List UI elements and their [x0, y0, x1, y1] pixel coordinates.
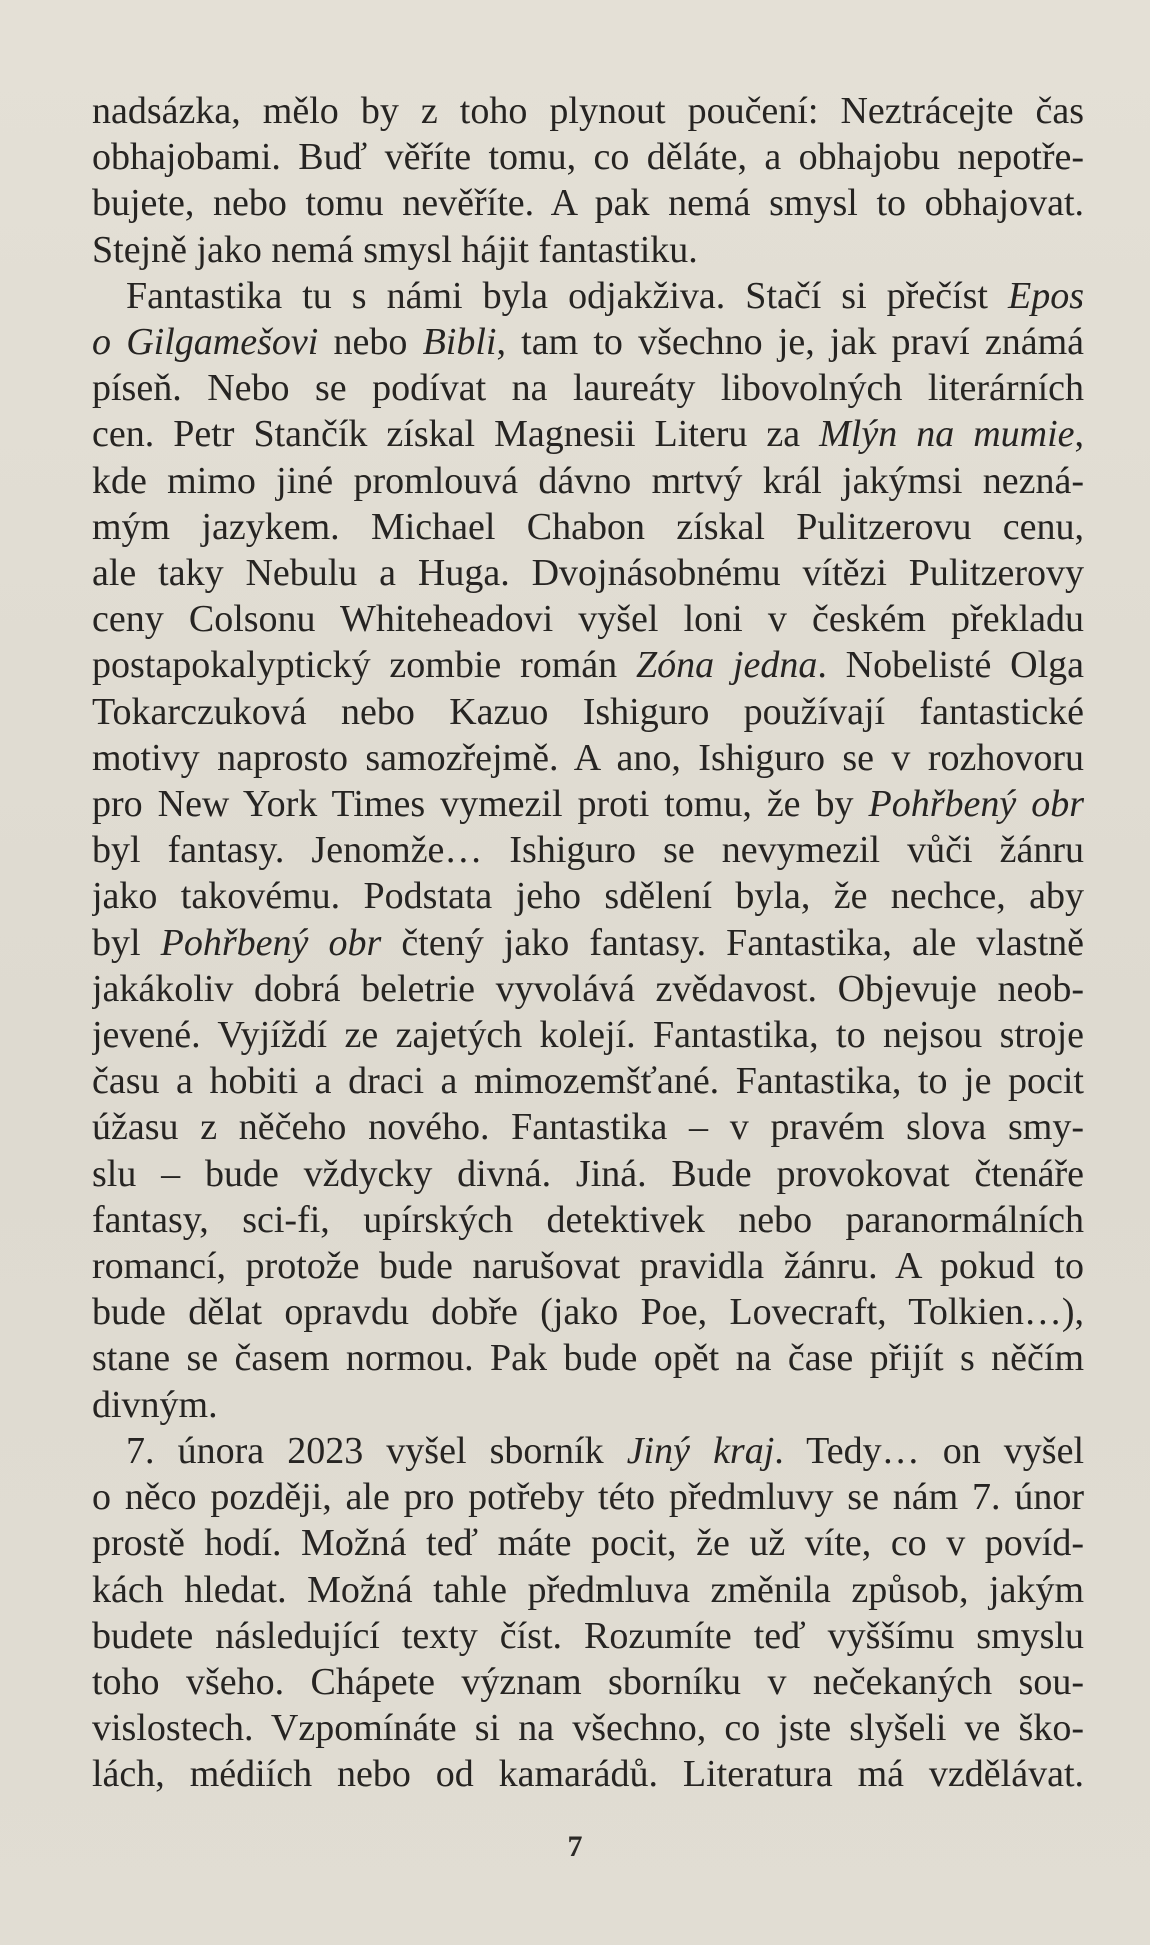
text-run: postapokalyptický zombie román — [92, 644, 618, 687]
text-line: o něco později, ale pro potřeby této předmluvy se nám 7. únor — [92, 1476, 1084, 1519]
text-run: Fantastika tu s námi byla odjakživa. Stačí si přečíst — [126, 274, 988, 317]
text-line — [92, 319, 1084, 365]
text-line: Tokarczuková nebo Kazuo Ishiguro používají fantastické — [92, 690, 1084, 733]
text-line: úžasu z něčeho nového. Fantastika – v pravém slova smy- — [92, 1106, 1084, 1149]
text-run: , tam to všechno je, jak praví známá — [496, 321, 1084, 364]
text-line: vislostech. Vzpomínáte si na všechno, co jste slyšeli ve ško- — [92, 1707, 1084, 1750]
text-line: toho všeho. Chápete význam sborníku v nečekaných sou- — [92, 1660, 1084, 1703]
text-line: bujete, nebo tomu nevěříte. A pak nemá smysl to obhajovat. — [92, 182, 1084, 225]
text-line: ale taky Nebulu a Huga. Dvojnásobnému vítězi Pulitzerovy — [92, 552, 1084, 595]
text-run: . Nobelisté Olga — [817, 644, 1084, 687]
text-line: motivy naprosto samozřejmě. A ano, Ishiguro se v rozhovoru — [92, 736, 1084, 779]
text-line: prostě hodí. Možná teď máte pocit, že už víte, co v povíd- — [92, 1522, 1084, 1565]
text-line: romancí, protože bude narušovat pravidla žánru. A pokud to — [92, 1245, 1084, 1288]
text-line: kách hledat. Možná tahle předmluva změnila způsob, jakým — [92, 1568, 1084, 1611]
text-line: jevené. Vyjíždí ze zajetých kolejí. Fantastika, to nejsou stroje — [92, 1014, 1084, 1057]
book-title: Mlýn na mumie — [819, 413, 1075, 456]
text-line: byl fantasy. Jenomže… Ishiguro se nevymezil vůči žánru — [92, 829, 1084, 872]
text-run: , — [1074, 413, 1084, 456]
book-title: Pohřbený obr — [868, 783, 1084, 826]
text-line: obhajobami. Buď věříte tomu, co děláte, a obhajobu nepotře- — [92, 136, 1084, 179]
book-title: Epos — [1008, 274, 1084, 317]
text-line: času a hobiti a draci a mimozemšťané. Fantastika, to je pocit — [92, 1060, 1084, 1103]
text-line: nadsázka, mělo by z toho plynout poučení: Neztrácejte čas — [92, 90, 1084, 132]
text-line — [92, 920, 1084, 966]
text-line: mým jazykem. Michael Chabon získal Pulitzerovu cenu, — [92, 505, 1084, 548]
book-title: Pohřbený obr — [160, 921, 382, 964]
text-line — [92, 781, 1084, 827]
page-number: 7 — [567, 1830, 583, 1863]
text-line: stane se časem normou. Pak bude opět na čase přijít s něčím — [92, 1337, 1084, 1380]
text-run: byl — [92, 921, 141, 964]
book-title: Jiný kraj — [626, 1429, 775, 1472]
text-line: kde mimo jiné promlouvá dávno mrtvý král jakýmsi nezná- — [92, 459, 1084, 502]
text-line: Stejně jako nemá smysl hájit fantastiku. — [92, 228, 698, 271]
book-title: Bibli — [422, 321, 497, 364]
text-line: fantasy, sci-fi, upírských detektivek nebo paranormálních — [92, 1198, 1084, 1241]
text-line: lách, médiích nebo od kamarádů. Literatura má vzdělávat. — [92, 1753, 1084, 1796]
book-title: Zóna jedna — [635, 644, 818, 687]
text-run: nebo — [333, 321, 408, 364]
text-line — [92, 1428, 1084, 1474]
text-line: budete následující texty číst. Rozumíte teď vyššímu smyslu — [92, 1614, 1084, 1657]
text-run: cen. Petr Stančík získal Magnesii Literu za — [92, 413, 801, 456]
text-line: píseň. Nebo se podívat na laureáty libovolných literárních — [92, 367, 1084, 410]
text-line: bude dělat opravdu dobře (jako Poe, Lovecraft, Tolkien…), — [92, 1291, 1084, 1334]
body-text — [92, 88, 1084, 1798]
text-run: 7. února 2023 vyšel sborník — [126, 1429, 604, 1472]
text-line: jakákoliv dobrá beletrie vyvolává zvědavost. Objevuje neob- — [92, 967, 1084, 1010]
text-line: slu – bude vždycky divná. Jiná. Bude provokovat čtenáře — [92, 1152, 1084, 1195]
text-line: jako takovému. Podstata jeho sdělení byla, že nechce, aby — [92, 875, 1084, 918]
text-run: čtený jako fantasy. Fantastika, ale vlastně — [401, 921, 1084, 964]
text-line — [92, 273, 1084, 319]
text-line: divným. — [92, 1383, 218, 1426]
book-title: o Gilgamešovi — [92, 321, 319, 364]
text-run: pro New York Times vymezil proti tomu, že by — [92, 783, 854, 826]
text-line — [92, 642, 1084, 688]
text-line: ceny Colsonu Whiteheadovi vyšel loni v českém překladu — [92, 598, 1084, 641]
text-line — [92, 411, 1084, 457]
text-run: . Tedy… on vyšel — [774, 1429, 1084, 1472]
